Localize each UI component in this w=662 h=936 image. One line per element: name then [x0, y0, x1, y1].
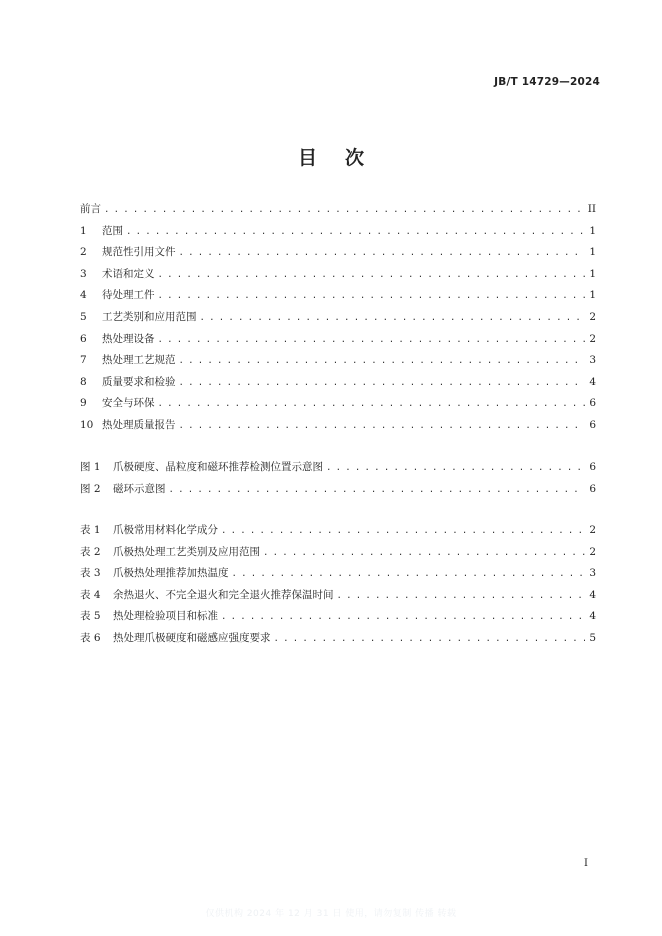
toc-leader-dots [158, 265, 586, 287]
toc-entry-2[interactable] [80, 242, 596, 264]
toc-leader-dots [232, 564, 586, 586]
toc-table-3[interactable] [80, 563, 596, 585]
toc-entry-7[interactable] [80, 350, 596, 372]
toc-entry-label: 安全与环保 [102, 397, 155, 410]
toc-entry-page: 1 [589, 246, 596, 259]
toc-entry-label: 范围 [102, 224, 123, 237]
toc-entry-6[interactable] [80, 329, 596, 351]
toc-entry-page: 4 [589, 375, 596, 388]
toc-table-5[interactable] [80, 606, 596, 628]
toc-entry-label: 热处理质量报告 [102, 418, 176, 431]
toc-entry-page: 3 [589, 354, 596, 367]
toc-entry-page: II [587, 203, 596, 215]
toc-table-4[interactable] [80, 585, 596, 607]
title-char-2: 次 [345, 147, 365, 169]
toc-leader-dots [158, 286, 586, 308]
toc-entry-5[interactable] [80, 307, 596, 329]
toc-leader-dots [274, 629, 586, 651]
toc-entry-number: 表 2 [80, 545, 101, 558]
toc-entry-page: 6 [589, 482, 596, 495]
toc-figure-2[interactable] [80, 479, 596, 501]
toc-entry-label: 工艺类别和应用范围 [102, 310, 197, 323]
toc-entry-number: 表 6 [80, 631, 101, 644]
toc-entry-foreword[interactable] [80, 199, 596, 221]
toc-entry-label: 术语和定义 [102, 267, 155, 280]
toc-entry-10[interactable] [80, 415, 596, 437]
toc-entry-number: 1 [80, 224, 87, 237]
toc-entry-page: 6 [589, 461, 596, 473]
toc-entry-page: 5 [589, 631, 596, 644]
toc-leader-dots [200, 308, 586, 330]
toc-entry-page: 3 [589, 567, 596, 580]
toc-entry-page: 2 [589, 545, 596, 558]
toc-entry-page: 1 [589, 267, 596, 280]
toc-entry-number: 表 4 [80, 588, 101, 601]
footer-watermark: 仅供机构 2024 年 12 月 31 日 使用，请勿复制 传播 转载 [205, 909, 457, 919]
title-char-1: 目 [297, 147, 317, 169]
toc-entry-number: 6 [80, 332, 87, 345]
toc-leader-dots [337, 586, 586, 608]
toc-entry-label: 规范性引用文件 [102, 246, 176, 259]
toc-entry-number: 表 5 [80, 610, 101, 623]
toc-entry-label: 热处理工艺规范 [102, 354, 176, 367]
toc-tables [80, 520, 596, 650]
toc-leader-dots [158, 330, 586, 352]
toc-entry-page: 2 [589, 332, 596, 345]
toc-entry-number: 9 [80, 397, 87, 410]
toc-entry-label: 爪极热处理推荐加热温度 [113, 567, 229, 580]
toc-entry-label: 爪极热处理工艺类别及应用范围 [113, 545, 260, 558]
toc-entry-number: 4 [80, 289, 87, 302]
toc-entry-page: 2 [589, 310, 596, 323]
toc-leader-dots [326, 458, 585, 480]
toc-entry-page: 6 [589, 418, 596, 431]
page-title [0, 143, 662, 170]
toc-leader-dots [126, 222, 585, 244]
toc-leader-dots [158, 394, 586, 416]
toc-entry-page: 2 [589, 524, 596, 536]
toc-entry-number: 7 [80, 354, 87, 367]
toc-entry-number: 5 [80, 310, 87, 323]
toc-entry-page: 4 [589, 610, 596, 623]
toc-entry-label: 热处理爪极硬度和磁感应强度要求 [113, 631, 271, 644]
toc-entry-number: 表 1 [80, 524, 101, 536]
toc-entry-label: 热处理检验项目和标准 [113, 610, 218, 623]
toc-leader-dots [221, 607, 585, 629]
toc-entry-label: 质量要求和检验 [102, 375, 176, 388]
toc-leader-dots [104, 200, 585, 222]
toc-entry-number: 图 1 [80, 461, 101, 473]
toc-entry-page: 4 [589, 588, 596, 601]
toc-entry-label: 磁环示意图 [113, 482, 166, 495]
toc-entry-number: 8 [80, 375, 87, 388]
toc-entry-label: 热处理设备 [102, 332, 155, 345]
toc-entry-page: 1 [589, 224, 596, 237]
toc-entry-8[interactable] [80, 372, 596, 394]
toc-entry-4[interactable] [80, 285, 596, 307]
toc-entry-label: 待处理工件 [102, 289, 155, 302]
toc-entry-label: 爪极常用材料化学成分 [113, 524, 218, 536]
toc-leader-dots [221, 521, 585, 543]
toc-entry-1[interactable] [80, 221, 596, 243]
toc-chapters [80, 199, 596, 437]
toc-entry-label: 余热退火、不完全退火和完全退火推荐保温时间 [113, 588, 334, 601]
standard-code: JB/T 14729—2024 [494, 76, 600, 88]
toc-entry-page: 1 [589, 289, 596, 302]
toc-entry-number: 表 3 [80, 567, 101, 580]
toc-entry-number: 2 [80, 246, 87, 259]
page-number: I [584, 858, 588, 869]
toc-leader-dots [263, 543, 585, 565]
toc-entry-number: 3 [80, 267, 87, 280]
toc-entry-page: 6 [589, 397, 596, 410]
toc-figure-1[interactable] [80, 457, 596, 479]
toc-table-6[interactable] [80, 628, 596, 650]
toc-entry-label: 爪极硬度、晶粒度和磁环推荐检测位置示意图 [113, 461, 323, 473]
toc-leader-dots [169, 480, 586, 502]
toc-figures [80, 457, 596, 500]
toc-leader-dots [179, 373, 586, 395]
toc-entry-3[interactable] [80, 264, 596, 286]
toc-entry-number: 10 [80, 418, 94, 431]
toc-table-1[interactable] [80, 520, 596, 542]
toc-leader-dots [179, 243, 586, 265]
toc-leader-dots [179, 351, 586, 373]
toc-entry-9[interactable] [80, 393, 596, 415]
toc-leader-dots [179, 416, 586, 438]
toc-entry-label: 前言 [80, 203, 101, 215]
toc-entry-number: 图 2 [80, 482, 101, 495]
toc-table-2[interactable] [80, 542, 596, 564]
